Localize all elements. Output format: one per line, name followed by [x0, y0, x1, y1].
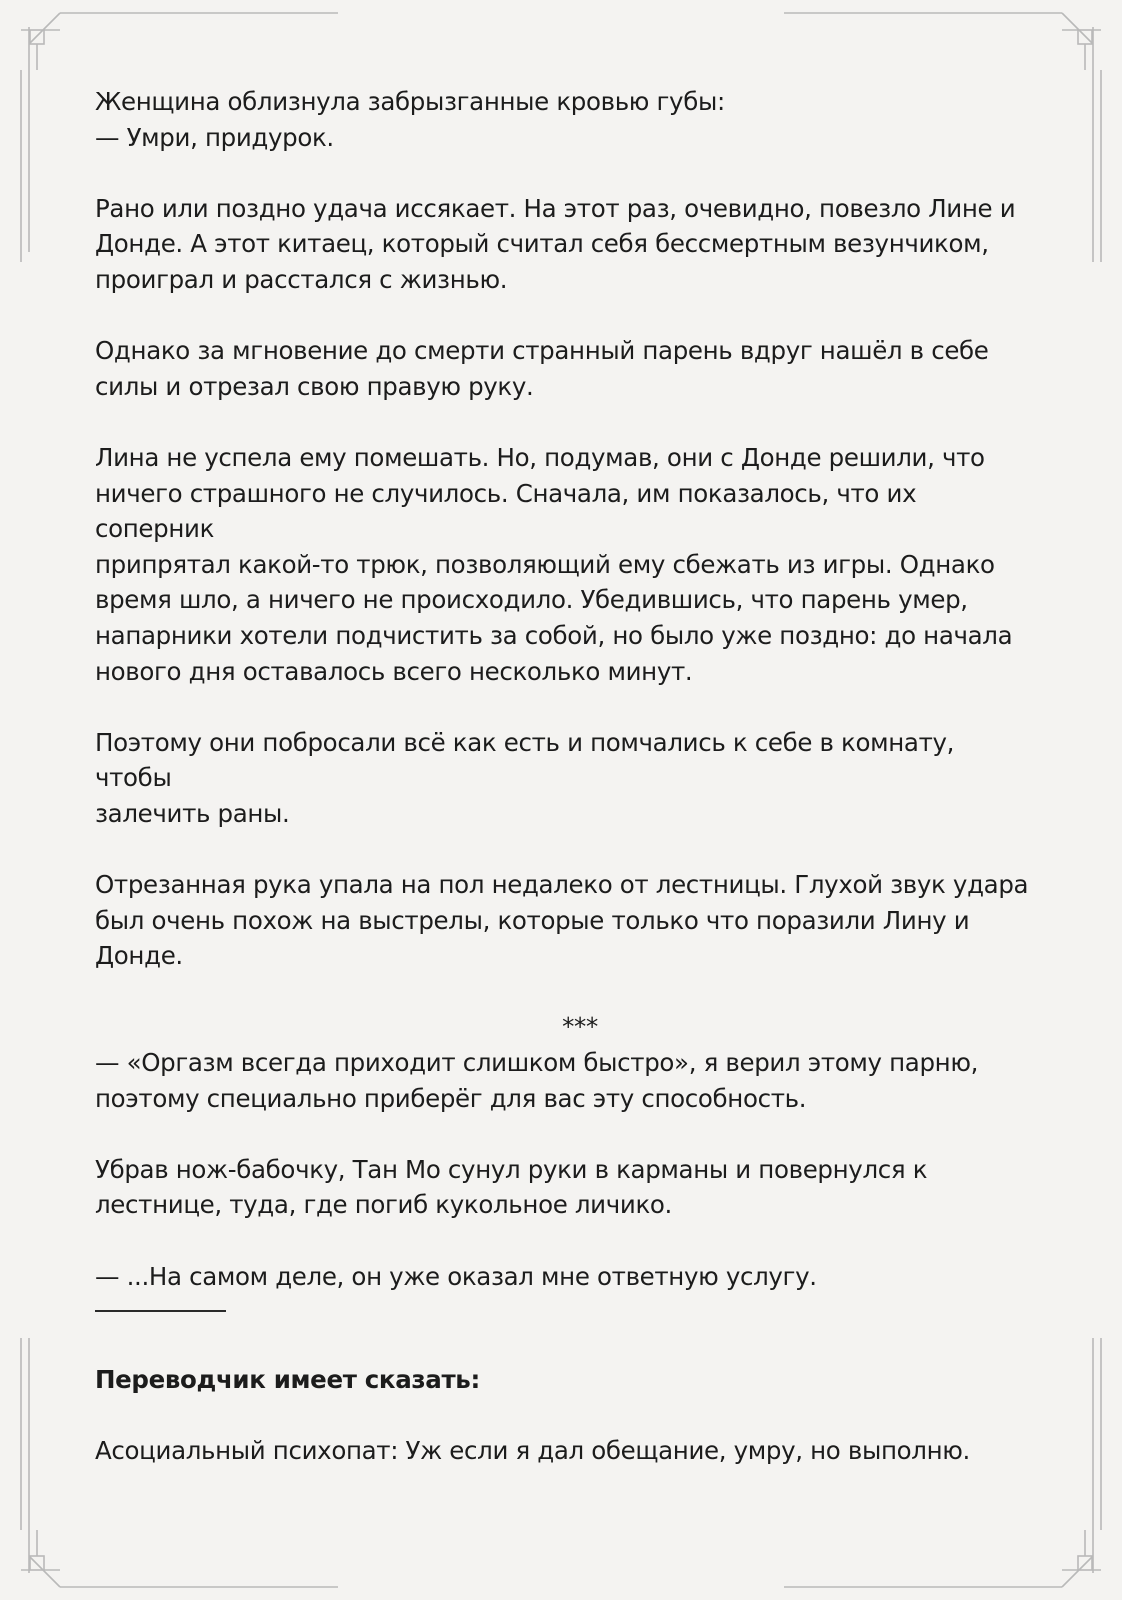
- paragraph: [95, 867, 1035, 974]
- text-line: Однако за мгновение до смерти странный парень вдруг нашёл в себе: [95, 336, 989, 366]
- scene-separator: ***: [562, 1012, 598, 1042]
- text-line: силы и отрезал свою правую руку.: [95, 371, 534, 401]
- text-line: Поэтому они побросали всё как есть и помчались к себе в комнату, чтобы: [95, 727, 955, 793]
- text-line: Рано или поздно удача иссякает. На этот раз, очевидно, повезло Лине и: [95, 193, 1016, 223]
- divider-rule: [95, 1310, 226, 1312]
- text-line: Лина не успела ему помешать. Но, подумав, они с Донде решили, что: [95, 442, 985, 472]
- text-line: Донде.: [95, 941, 183, 971]
- paragraph: [95, 1259, 1035, 1295]
- text-line: напарники хотели подчистить за собой, но было уже поздно: до начала: [95, 620, 1013, 650]
- text-line: время шло, а ничего не происходило. Убедившись, что парень умер,: [95, 585, 968, 615]
- paragraph: [95, 84, 1035, 155]
- text-line: припрятал какой-то трюк, позволяющий ему сбежать из игры. Однако: [95, 549, 995, 579]
- text-line: поэтому специально приберёг для вас эту способность.: [95, 1083, 807, 1113]
- text-line: Убрав нож-бабочку, Тан Мо сунул руки в карманы и повернулся к: [95, 1154, 928, 1184]
- text-line: Донде. А этот китаец, который считал себя бессмертным везунчиком,: [95, 229, 989, 259]
- text-line: лестнице, туда, где погиб кукольное личико.: [95, 1190, 672, 1220]
- paragraph: [95, 1152, 1035, 1223]
- paragraph: [95, 440, 1035, 689]
- text-line: был очень похож на выстрелы, которые только что поразили Лину и: [95, 905, 970, 935]
- translator-note-text: Асоциальный психопат: Уж если я дал обещание, умру, но выполню.: [95, 1435, 970, 1465]
- paragraph: [95, 191, 1035, 298]
- text-line: проиграл и расстался с жизнью.: [95, 264, 508, 294]
- chapter-text: [95, 84, 1035, 1504]
- text-line: Женщина облизнула забрызганные кровью губы:: [95, 87, 725, 116]
- paragraph: [95, 1045, 1035, 1116]
- text-line: нового дня оставалось всего несколько минут.: [95, 656, 693, 686]
- text-line: — Умри, придурок.: [95, 122, 334, 152]
- text-line: залечить раны.: [95, 798, 290, 828]
- translator-note-heading: Переводчик имеет сказать:: [95, 1364, 480, 1394]
- paragraph: [95, 333, 1035, 404]
- paragraph: [95, 725, 1035, 832]
- text-line: Отрезанная рука упала на пол недалеко от лестницы. Глухой звук удара: [95, 870, 1029, 900]
- text-line: — ...На самом деле, он уже оказал мне ответную услугу.: [95, 1261, 817, 1291]
- text-line: ничего страшного не случилось. Сначала, им показалось, что их соперник: [95, 478, 917, 544]
- text-line: — «Оргазм всегда приходит слишком быстро», я верил этому парню,: [95, 1048, 979, 1078]
